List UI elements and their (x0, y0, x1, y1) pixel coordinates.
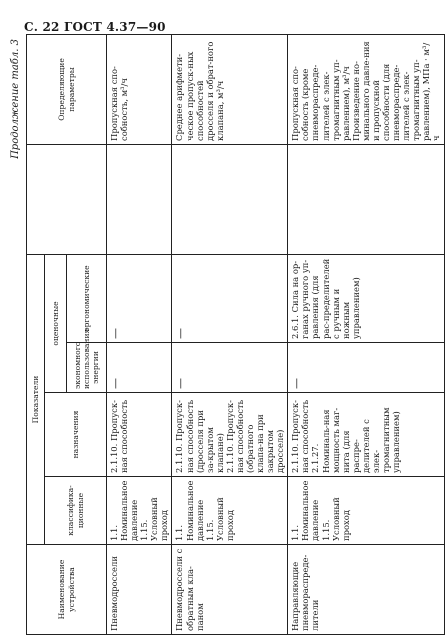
ergonomic-cell: 2.6.1. Сила на ор-ганах ручного уп-равления (для рас-пределителей с ручным и ножным управлением) (288, 254, 444, 342)
header-ergonomic: эргономические (67, 254, 107, 342)
determining-cell: Пропускная спо-собность (кроме пневмораспреде-лителей с элек-тромагнитным уп-равлением), м³/ч Произведение но-минального давле-ния и пропускной способности (для пневмораспреде-лителей с элек-тромагнитным уп-равлением), МПа · м³/ч (288, 34, 444, 144)
header-blank (27, 144, 107, 254)
blank-cell (172, 144, 288, 254)
page-header: С. 22 ГОСТ 4.37—90 (24, 20, 166, 34)
spec-table (26, 34, 445, 635)
ergonomic-cell: — (172, 254, 288, 342)
header-indicators: Показатели (27, 254, 45, 544)
purpose-cell: 2.1.10. Пропуск-ная способность (дросселя при за-крытом клапане) 2.1.10. Пропуск-ная способность (обратного клапа-на при закрытом дросселе) (172, 393, 288, 477)
economy-cell: — (107, 343, 172, 393)
purpose-cell: 2.1.10. Пропуск-ная способность (107, 393, 172, 477)
classification-cell: 1.1. Номинальное давление 1.15. Условный проход (107, 477, 172, 545)
device-name-cell: Пневмодроссели (107, 545, 172, 635)
device-name-cell: Направляющие пневмораспреде-лители (288, 545, 444, 635)
continuation-label: Продолжение табл. 3 (10, 39, 21, 159)
rotated-table-page (10, 35, 442, 635)
header-classification: классифика-ционные (45, 477, 107, 545)
blank-cell (288, 144, 444, 254)
purpose-cell: 2.1.10. Пропуск-ная способность 2.1.27. Номиналь-ная мощность маг-нита (для распре-делителей с элек-тромагнитным управлением) (288, 393, 444, 477)
table-row (288, 34, 444, 634)
header-purpose: назначения (45, 393, 107, 477)
determining-cell: Пропускная спо-собность, м³/ч (107, 34, 172, 144)
header-economy: экономного использования энергии (67, 343, 107, 393)
classification-cell: 1.1. Номинальное давление 1.15. Условный проход (172, 477, 288, 545)
header-device-name: Наименование устройства (27, 545, 107, 635)
economy-cell: — (172, 343, 288, 393)
table-row (172, 34, 288, 634)
classification-cell: 1.1. Номинальное давление 1.15. Условный проход (288, 477, 444, 545)
table-row (107, 34, 172, 634)
economy-cell: — (288, 343, 444, 393)
determining-cell: Среднее арифмети-ческое пропуск-ных способностей дросселя и обрат-ного клапана, м³/ч (172, 34, 288, 144)
blank-cell (107, 144, 172, 254)
device-name-cell: Пневмодроссели с обратным кла-паном (172, 545, 288, 635)
ergonomic-cell: — (107, 254, 172, 342)
header-determining: Определяющие параметры (27, 34, 107, 144)
header-assessment: оценочные (45, 254, 67, 392)
